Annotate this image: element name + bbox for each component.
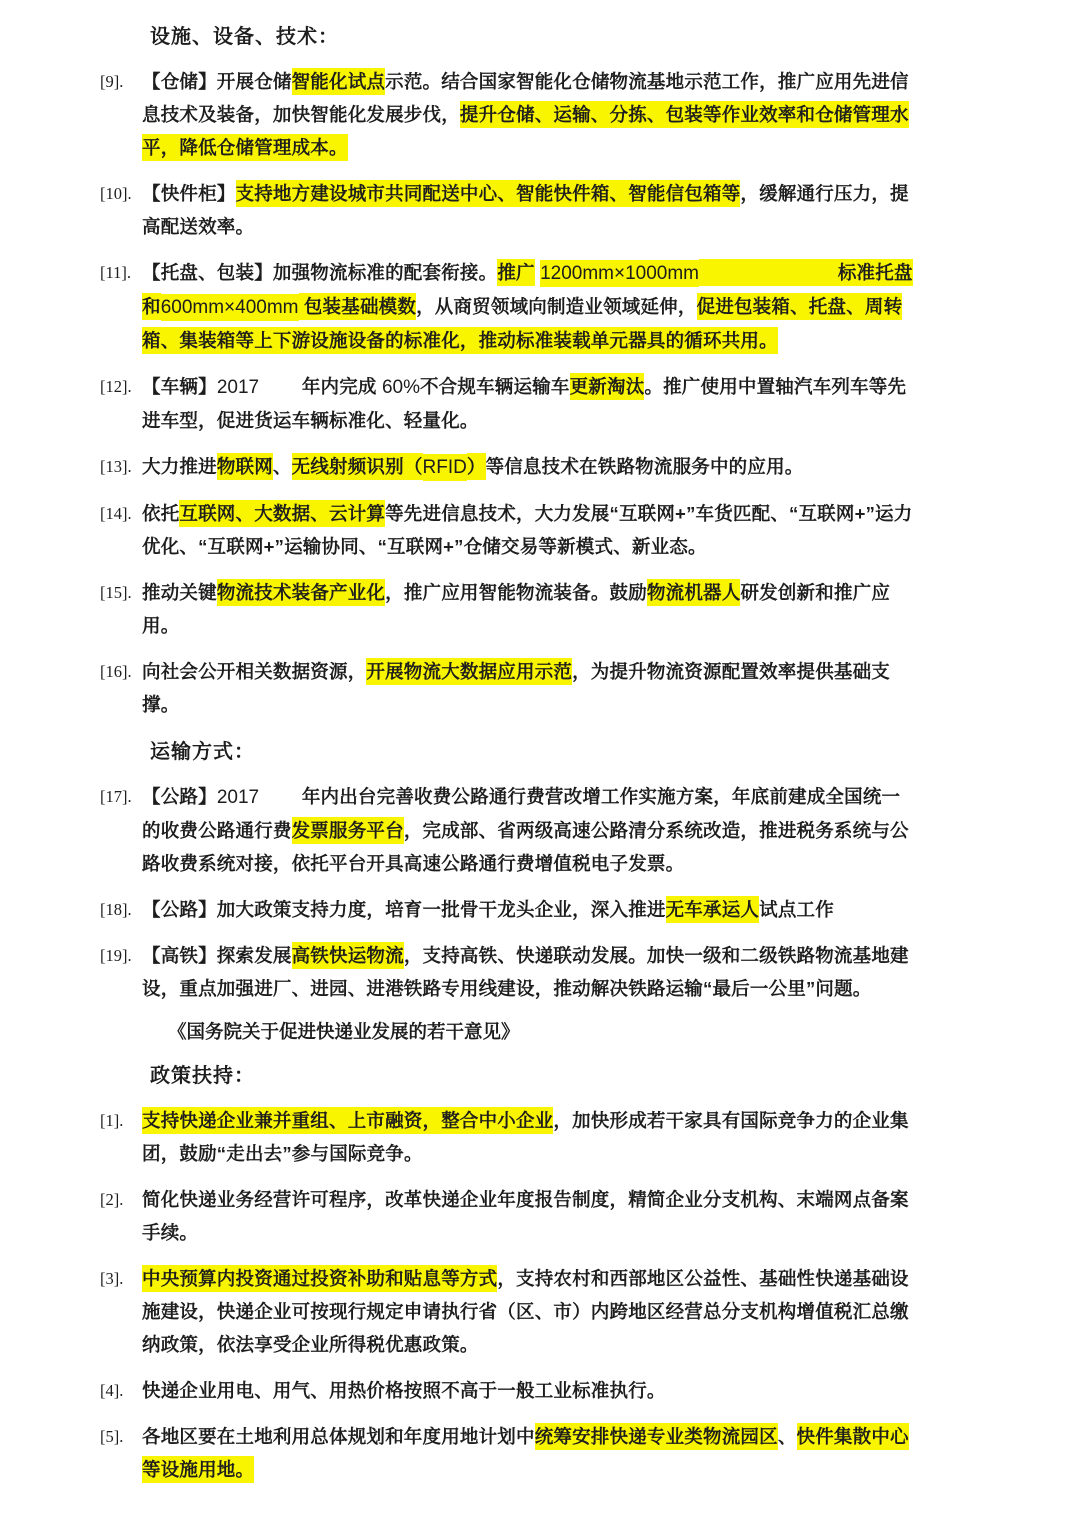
highlighted-text: 无车承运人 xyxy=(666,896,760,923)
text-segment: 年内出台完善收费公路通行费营改增工作实施方案，年底前建成全国统一的收费公路通行费 xyxy=(142,786,901,841)
text-segment: 简化快递业务经营许可程序，改革快递企业年度报告制度，精简企业分支机构、末端网点备案手续。 xyxy=(142,1189,909,1243)
section-heading: 设施、设备、技术： xyxy=(150,26,339,48)
highlighted-text: 智能化试点 xyxy=(292,68,386,95)
text-segment: 【仓储】开展仓储 xyxy=(142,71,292,92)
highlighted-text: 互联网、大数据、云计算 xyxy=(179,500,385,527)
item-number: [14]. xyxy=(100,504,132,523)
text-segment: 【公路】加大政策支持力度，培育一批骨干龙头企业，深入推进 xyxy=(142,899,666,920)
list-item xyxy=(100,939,1000,1005)
item-number: [3]. xyxy=(100,1269,124,1288)
highlighted-text: ） xyxy=(467,453,486,480)
highlighted-text: 物流机器人 xyxy=(647,579,741,606)
item-text xyxy=(142,177,914,243)
text-segment: 不合规车辆运输车 xyxy=(419,376,570,397)
text-segment: ，支持高铁、快递联动发展。加快一级和二级铁路物流基地建设，重点加强进厂、进园、进港铁路专用线建设，推动解决铁路运输“最后一公里”问题。 xyxy=(142,945,909,999)
text-segment: 【托盘、包装】加强物流标准的配套衔接。 xyxy=(142,262,498,283)
item-number: [16]. xyxy=(100,662,132,681)
text-segment: 、 xyxy=(272,456,292,477)
list-item xyxy=(100,1104,1000,1170)
item-text xyxy=(142,655,914,721)
list-item xyxy=(100,1183,1000,1249)
text-segment: 研发创新和推广应用。 xyxy=(142,582,891,636)
text-segment: 60% xyxy=(381,377,420,398)
item-text xyxy=(142,576,914,642)
highlighted-text: 高铁快运物流 xyxy=(292,942,404,969)
text-segment: 年内完成 xyxy=(259,376,382,397)
text-segment: 2017 xyxy=(216,377,260,398)
text-segment: 2017 xyxy=(216,787,260,808)
highlighted-text: 无线射频识别（ xyxy=(292,453,423,480)
item-text xyxy=(142,450,914,484)
text-segment: 示范。结合国家智能化仓储物流基地示范工作，推广应用先进信息技术及装备，加快智能化发展步伐， xyxy=(142,71,909,125)
highlighted-text: 开展物流大数据应用示范 xyxy=(366,658,572,685)
text-segment: ，推广应用智能物流装备。鼓励 xyxy=(385,582,647,603)
highlighted-text: 统筹安排快递专业类物流园区 xyxy=(535,1423,778,1450)
item-text xyxy=(142,370,914,437)
list-item xyxy=(100,1420,1000,1486)
list-item xyxy=(100,450,1000,484)
highlighted-text: 1200mm×1000mm xyxy=(540,260,699,287)
list-item xyxy=(100,893,1000,926)
item-number: [15]. xyxy=(100,583,132,602)
item-number: [2]. xyxy=(100,1190,124,1209)
text-segment: 向社会公开相关数据资源， xyxy=(142,661,367,682)
highlighted-text: 600mm×400mm xyxy=(161,294,299,321)
item-text xyxy=(142,939,914,1005)
text-segment: ，从商贸领域向制造业领域延伸， xyxy=(416,296,697,317)
item-text xyxy=(142,1262,914,1361)
list-item xyxy=(100,370,1000,437)
highlighted-text: 标准托盘和 xyxy=(142,259,913,320)
text-segment: 各地区要在土地利用总体规划和年度用地计划中 xyxy=(142,1426,535,1447)
text-segment: 等先进信息技术，大力发展“互联网+”车货匹配、“互联网+”运力优化、“互联网+”运输协同、“互联网+”仓储交易等新模式、新业态。 xyxy=(142,503,913,557)
text-segment: 。推广使用中置轴汽车列车等先进车型，促进货运车辆标准化、轻量化。 xyxy=(142,376,907,431)
list-item xyxy=(100,655,1000,721)
item-text xyxy=(142,1183,914,1249)
list-item xyxy=(100,256,1000,357)
text-segment: 【高铁】探索发展 xyxy=(142,945,292,966)
highlighted-text: 包装基础模数 xyxy=(299,293,417,320)
item-text xyxy=(142,1104,914,1170)
highlighted-text: 提升仓储、运输、分拣、包装等作业效率和仓储管理水平，降低仓储管理成本。 xyxy=(142,101,909,161)
text-segment: ，加快形成若干家具有国际竞争力的企业集团，鼓励“走出去”参与国际竞争。 xyxy=(142,1110,909,1164)
text-segment: ，完成部、省两级高速公路清分系统改造，推进税务系统与公路收费系统对接，依托平台开具高速公路通行费增值税电子发票。 xyxy=(142,820,909,874)
section-heading: 政策扶持： xyxy=(150,1065,255,1087)
highlighted-text: 发票服务平台 xyxy=(292,817,404,844)
highlighted-text: 物联网 xyxy=(217,453,273,480)
text-segment: ，支持农村和西部地区公益性、基础性快递基础设施建设，快递企业可按现行规定申请执行省（区、市）内跨地区经营总分支机构增值税汇总缴纳政策，依法享受企业所得税优惠政策。 xyxy=(142,1268,909,1355)
item-number: [4]. xyxy=(100,1381,124,1400)
reference-title: 《国务院关于促进快递业发展的若干意见》 xyxy=(168,1021,520,1042)
text-segment: 推动关键 xyxy=(142,582,217,603)
item-text xyxy=(142,780,914,880)
highlighted-text: 更新淘汰 xyxy=(570,373,645,400)
text-segment: 等信息技术在铁路物流服务中的应用。 xyxy=(485,456,804,477)
text-segment: 试点工作 xyxy=(759,899,834,920)
item-text xyxy=(142,497,914,563)
item-text xyxy=(142,256,914,357)
highlighted-text: 推广 xyxy=(497,259,534,286)
item-number: [12]. xyxy=(100,377,132,396)
item-text xyxy=(142,893,914,926)
item-text xyxy=(142,1374,914,1407)
text-segment: ，为提升物流资源配置效率提供基础支撑。 xyxy=(142,661,891,715)
text-segment: 、 xyxy=(777,1426,797,1447)
text-segment: 快递企业用电、用气、用热价格按照不高于一般工业标准执行。 xyxy=(142,1380,666,1401)
highlighted-text: 物流技术装备产业化 xyxy=(217,579,385,606)
highlighted-text: 支持快递企业兼并重组、上市融资，整合中小企业 xyxy=(142,1107,553,1134)
item-number: [1]. xyxy=(100,1111,124,1130)
highlighted-text: 支持地方建设城市共同配送中心、智能快件箱、智能信包箱等 xyxy=(236,180,741,207)
list-item xyxy=(100,576,1000,642)
item-number: [19]. xyxy=(100,946,132,965)
text-segment: 【公路】 xyxy=(142,786,217,807)
item-text xyxy=(142,65,914,164)
item-text xyxy=(142,1420,914,1486)
list-item xyxy=(100,780,1000,880)
list-item xyxy=(100,177,1000,243)
highlighted-text: 促进包装箱、托盘、周转箱、集装箱等上下游设施设备的标准化，推动标准装载单元器具的循环共用。 xyxy=(142,293,902,354)
highlighted-text: 中央预算内投资通过投资补助和贴息等方式 xyxy=(142,1265,497,1292)
highlighted-text: RFID xyxy=(423,454,467,481)
text-segment: 【快件柜】 xyxy=(142,183,236,204)
text-segment: 【车辆】 xyxy=(142,376,217,397)
item-number: [17]. xyxy=(100,787,132,806)
item-number: [11]. xyxy=(100,263,132,282)
list-item xyxy=(100,1374,1000,1407)
section-heading: 运输方式： xyxy=(150,741,255,763)
item-number: [13]. xyxy=(100,457,132,476)
item-number: [18]. xyxy=(100,900,132,919)
list-item xyxy=(100,65,1000,164)
item-number: [10]. xyxy=(100,184,132,203)
highlighted-text: 快件集散中心等设施用地。 xyxy=(142,1423,909,1483)
text-segment: ，缓解通行压力，提高配送效率。 xyxy=(142,183,909,237)
text-segment: 大力推进 xyxy=(142,456,217,477)
item-number: [5]. xyxy=(100,1427,124,1446)
list-item xyxy=(100,1262,1000,1361)
list-item xyxy=(100,497,1000,563)
item-number: [9]. xyxy=(100,72,124,91)
text-segment: 依托 xyxy=(142,503,180,524)
